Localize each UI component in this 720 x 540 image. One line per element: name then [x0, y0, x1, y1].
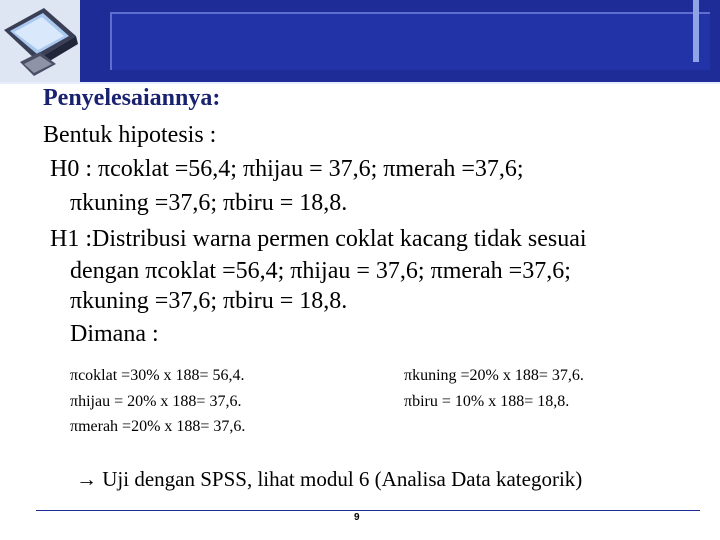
calc-line-kuning: πkuning =20% x 188= 37,6.: [404, 367, 584, 384]
arrow-right-icon: →: [76, 467, 97, 491]
calc-line-biru: πbiru = 10% x 188= 18,8.: [404, 393, 570, 410]
body-line-hypothesis-heading: Bentuk hipotesis :: [43, 122, 217, 148]
body-line-where: Dimana :: [70, 321, 159, 347]
calc-line-coklat: πcoklat =30% x 188= 56,4.: [70, 367, 245, 384]
header-panel: [110, 12, 710, 70]
body-line-h1: H1 :Distribusi warna permen coklat kacang tidak sesuai: [50, 226, 587, 252]
spss-note-text: Uji dengan SPSS, lihat modul 6 (Analisa Data kategorik): [102, 467, 583, 491]
body-line-h0-continued: πkuning =37,6; πbiru = 18,8.: [70, 190, 348, 216]
header-accent-strip: [693, 0, 699, 62]
spss-note: [76, 465, 582, 493]
page-number: 9: [354, 512, 360, 523]
body-line-h1-continued-2: πkuning =37,6; πbiru = 18,8.: [70, 288, 348, 314]
body-line-h1-continued: dengan πcoklat =56,4; πhijau = 37,6; πmerah =37,6;: [70, 258, 571, 284]
calc-line-hijau: πhijau = 20% x 188= 37,6.: [70, 393, 242, 410]
slide-title: Penyelesaiannya:: [43, 85, 221, 111]
footer-divider: [36, 510, 700, 511]
body-line-h0: H0 : πcoklat =56,4; πhijau = 37,6; πmerah =37,6;: [50, 156, 524, 182]
calc-line-merah: πmerah =20% x 188= 37,6.: [70, 418, 246, 435]
monitor-icon: [0, 0, 80, 82]
